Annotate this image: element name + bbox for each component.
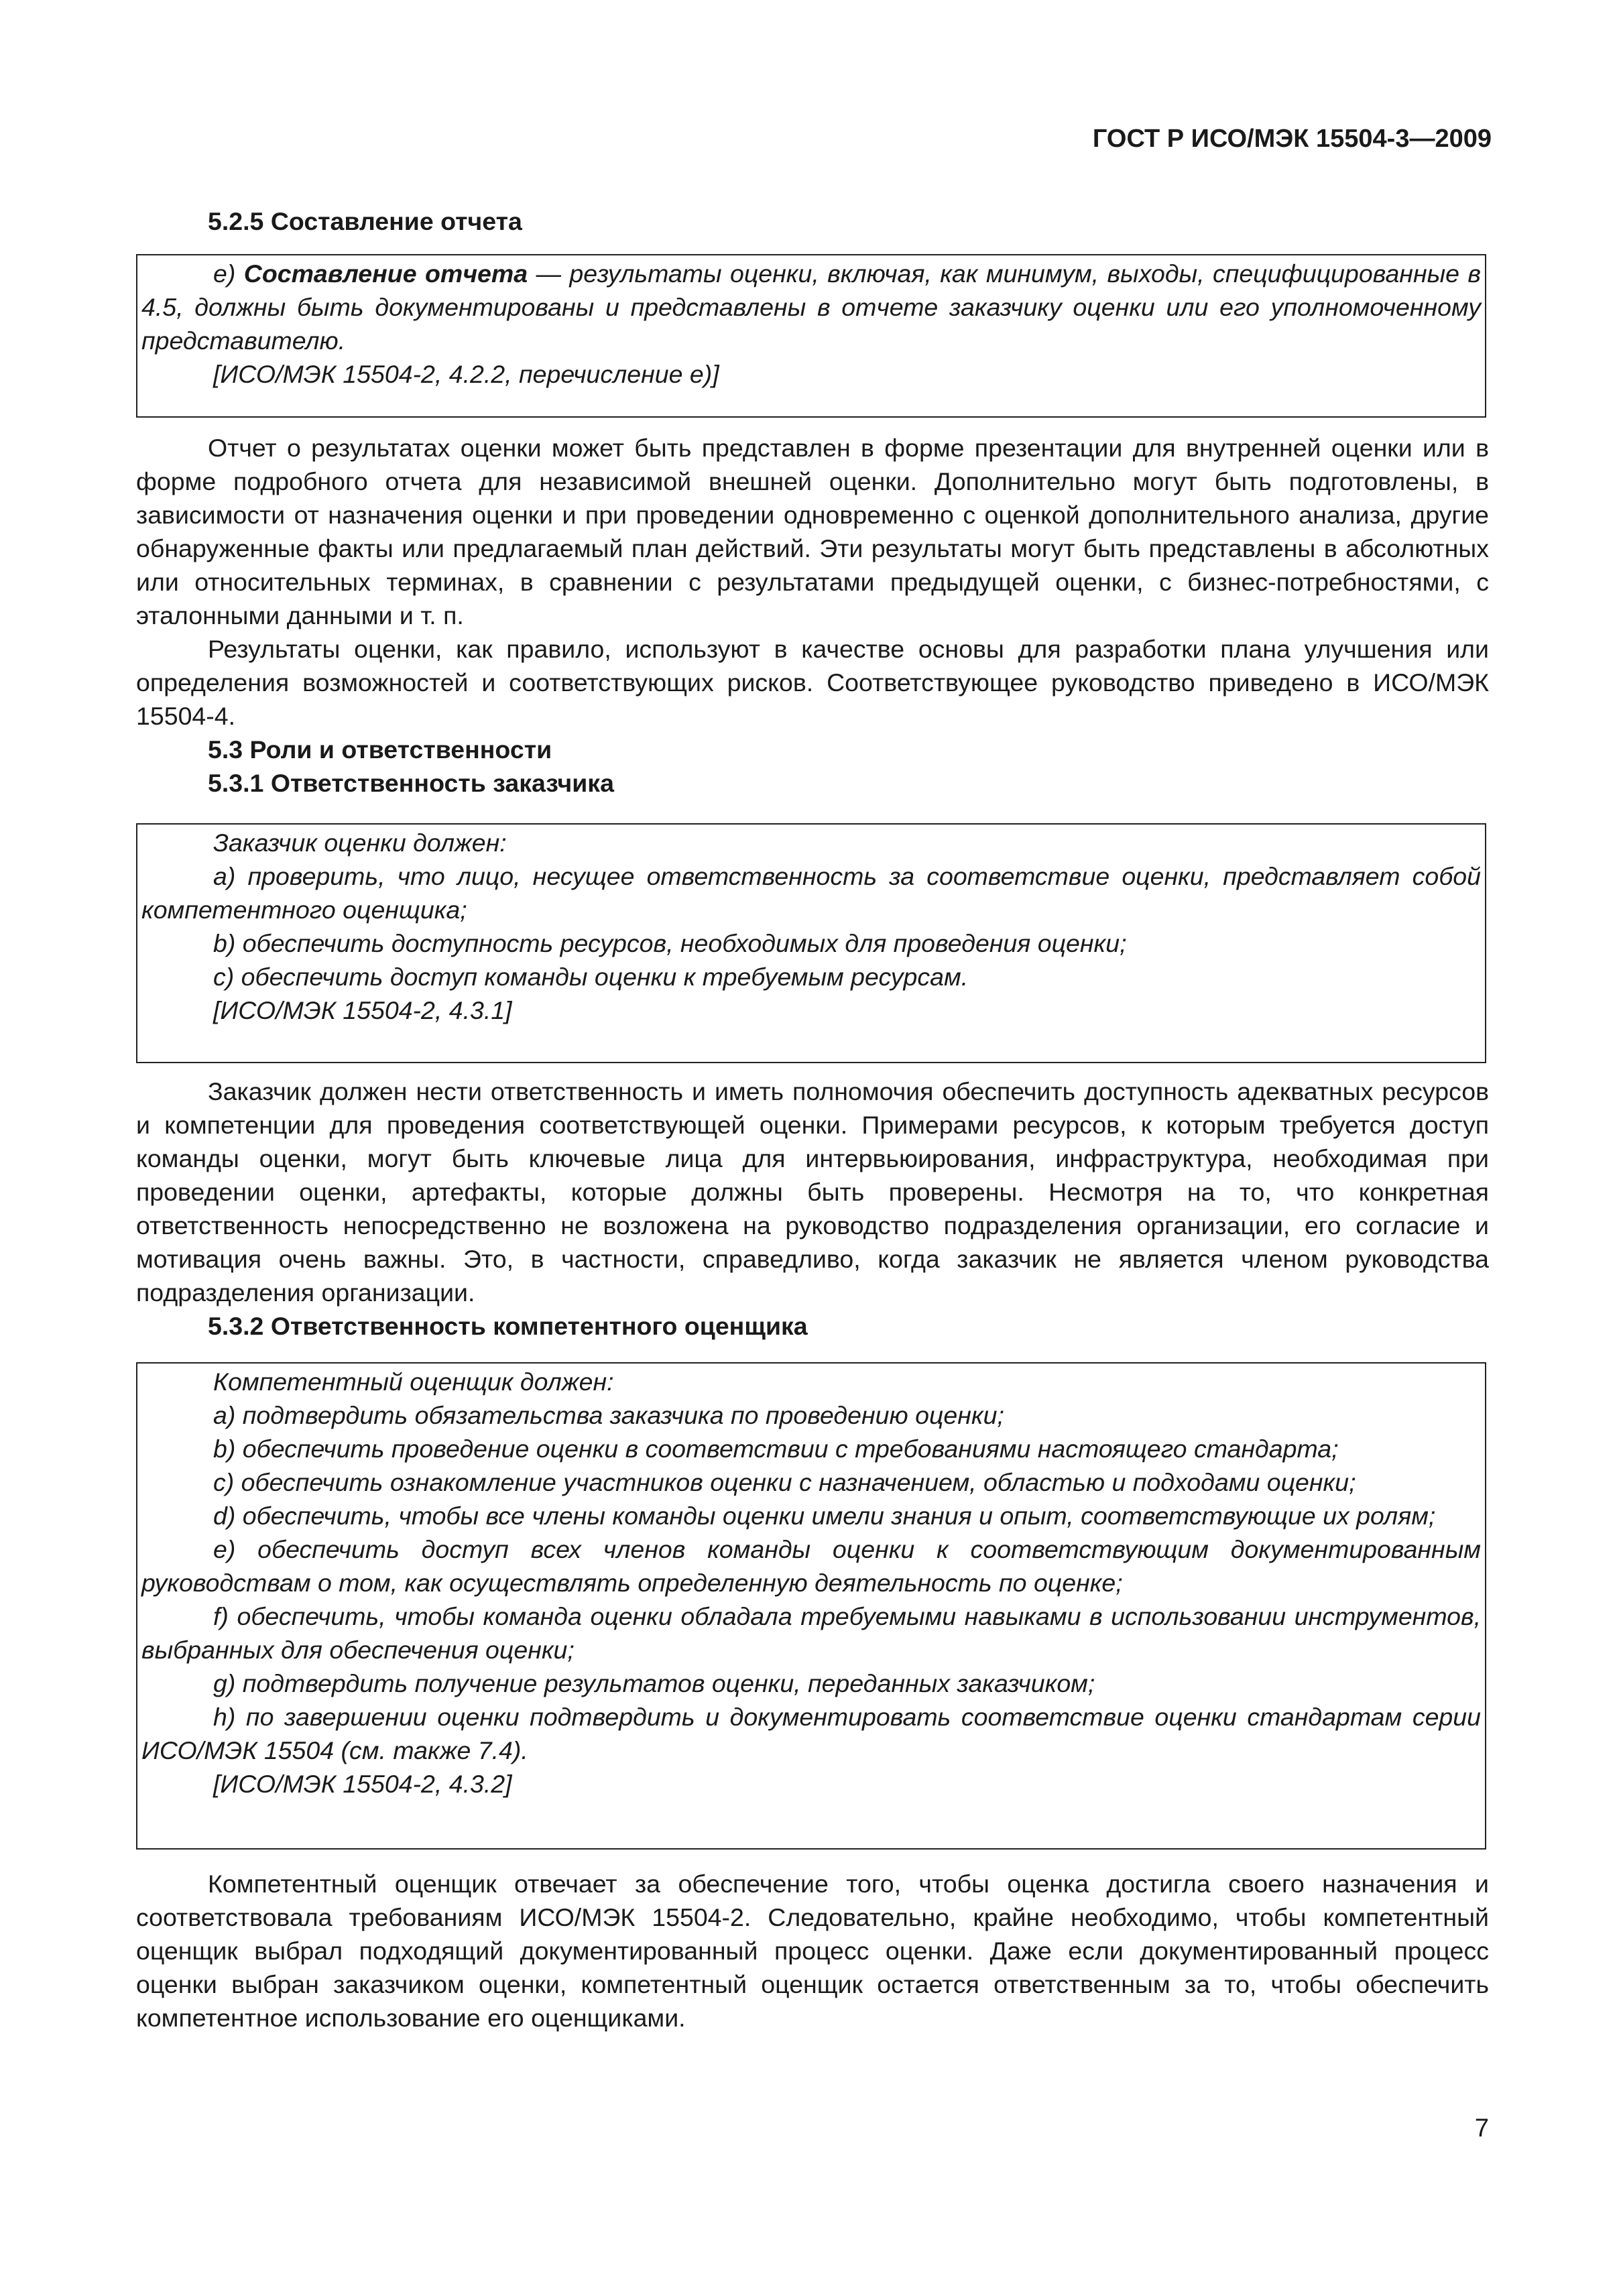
requirement-item-a: a) подтвердить обязательства заказчика по проведению оценки;	[213, 1401, 1004, 1429]
paragraph: Компетентный оценщик отвечает за обеспечение того, чтобы оценка достигла своего назначения и соответствовала требованиям ИСО/МЭК 15504-2. Следовательно, крайне необходимо, чтобы компетентный оценщик выбрал подходящий документированный процесс оценки. Даже если документированный процесс оценки выбран заказчиком оценки, компетентный оценщик остается ответственным за то, чтобы обеспечить компетентное использование его оценщиками.	[136, 1870, 1489, 2032]
requirement-intro: Заказчик оценки должен:	[213, 829, 507, 857]
requirement-item-b: b) обеспечить доступность ресурсов, необходимых для проведения оценки;	[213, 929, 1127, 957]
section-heading-5-3-1: 5.3.1 Ответственность заказчика	[208, 769, 614, 797]
requirement-item-d: d) обеспечить, чтобы все члены команды оценки имели знания и опыт, соответствующие их ролям;	[213, 1502, 1436, 1530]
requirement-item-e	[137, 257, 1485, 357]
item-bold-term: Составление отчета	[243, 259, 528, 288]
paragraph: Отчет о результатах оценки может быть представлен в форме презентации для внутренней оценки или в форме подробного отчета для независимой внешней оценки. Дополнительно могут быть подготовлены, в зависимости от назначения оценки и при проведении одновременно с оценкой дополнительного анализа, другие обнаруженные факты или предлагаемый план действий. Эти результаты могут быть представлены в абсолютных или относительных терминах, в сравнении с результатами предыдущей оценки, с бизнес-потребностями, с эталонными данными и т. п.	[136, 434, 1489, 629]
section-heading-5-3: 5.3 Роли и ответственности	[208, 735, 552, 764]
requirement-box-5-2-5	[136, 254, 1486, 418]
requirement-item-c: c) обеспечить доступ команды оценки к требуемым ресурсам.	[213, 963, 969, 991]
requirement-item-b: b) обеспечить проведение оценки в соответствии с требованиями настоящего стандарта;	[213, 1435, 1339, 1463]
requirement-item-e: e) обеспечить доступ всех членов команды оценки к соответствующим документированным руководствам о том, как осуществлять определенную деятельность по оценке;	[141, 1535, 1481, 1597]
paragraph: Результаты оценки, как правило, используют в качестве основы для разработки плана улучшения или определения возможностей и соответствующих рисков. Соответствующее руководство приведено в ИСО/МЭК 15504-4.	[136, 635, 1489, 730]
requirement-item-a: a) проверить, что лицо, несущее ответственность за соответствие оценки, представляет собой компетентного оценщика;	[141, 862, 1481, 924]
standard-header: ГОСТ Р ИСО/МЭК 15504-3—2009	[1092, 125, 1492, 153]
section-5-3-1-body	[136, 1075, 1489, 1343]
requirement-intro: Компетентный оценщик должен:	[213, 1368, 614, 1396]
section-5-3-2-body	[136, 1867, 1489, 2035]
requirement-reference: [ИСО/МЭК 15504-2, 4.3.1]	[213, 996, 512, 1024]
item-text: — результаты оценки, включая, как минимум, выходы, специфицированные в 4.5, должны быть документированы и представлены в отчете заказчику оценки или его уполномоченному представителю.	[141, 259, 1481, 355]
requirement-item-c: c) обеспечить ознакомление участников оценки с назначением, областью и подходами оценки;	[213, 1468, 1356, 1496]
requirement-item-f: f) обеспечить, чтобы команда оценки обладала требуемыми навыками в использовании инструментов, выбранных для обеспечения оценки;	[141, 1602, 1481, 1664]
requirement-reference: [ИСО/МЭК 15504-2, 4.3.2]	[213, 1770, 512, 1798]
requirement-box-5-3-2	[136, 1362, 1486, 1850]
page-number: 7	[1474, 2114, 1489, 2142]
section-heading-5-2-5: 5.2.5 Составление отчета	[208, 207, 522, 235]
paragraph: Заказчик должен нести ответственность и иметь полномочия обеспечить доступность адекватных ресурсов и компетенции для проведения соответствующей оценки. Примерами ресурсов, к которым требуется доступ команды оценки, могут быть ключевые лица для интервьюирования, инфраструктура, необходимая при проведении оценки, артефакты, которые должны быть проверены. Несмотря на то, что конкретная ответственность непосредственно не возложена на руководство подразделения организации, его согласие и мотивация очень важны. Это, в частности, справедливо, когда заказчик не является членом руководства подразделения организации.	[136, 1077, 1489, 1307]
section-5-2-5-body	[136, 431, 1489, 800]
requirement-reference: [ИСО/МЭК 15504-2, 4.2.2, перечисление е)]	[213, 360, 719, 388]
requirement-box-5-3-1	[136, 823, 1486, 1063]
item-prefix: е)	[213, 259, 244, 288]
requirement-item-g: g) подтвердить получение результатов оценки, переданных заказчиком;	[213, 1669, 1095, 1697]
requirement-item-h: h) по завершении оценки подтвердить и документировать соответствие оценки стандартам серии ИСО/МЭК 15504 (см. также 7.4).	[141, 1703, 1481, 1764]
section-5-2-5	[136, 204, 1489, 238]
section-heading-5-3-2: 5.3.2 Ответственность компетентного оценщика	[208, 1312, 808, 1340]
